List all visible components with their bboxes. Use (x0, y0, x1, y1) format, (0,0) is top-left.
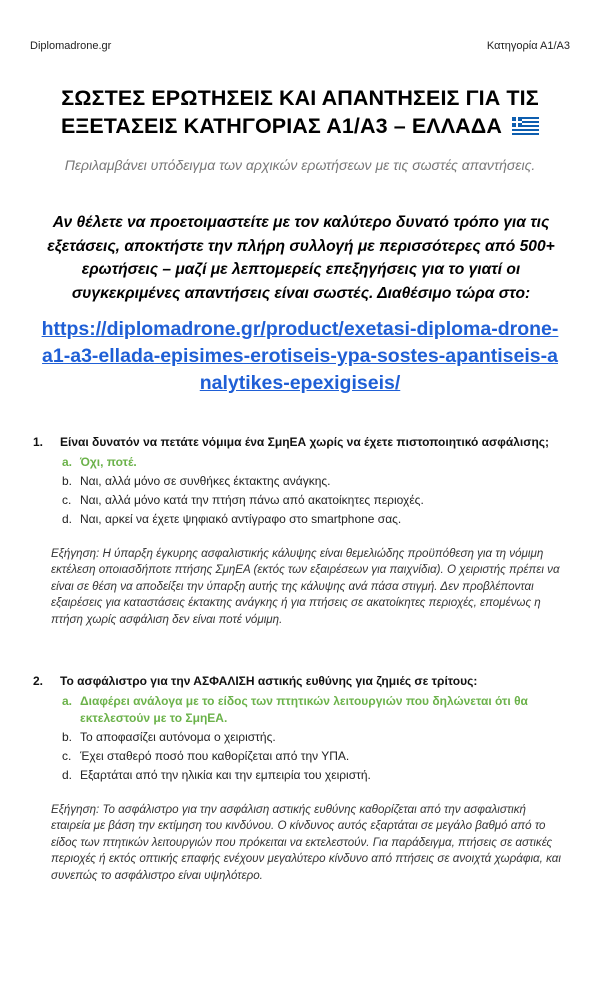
question-text (33, 434, 560, 451)
option-d: d. Ναι, αρκεί να έχετε ψηφιακό αντίγραφο στο smartphone σας. (62, 512, 402, 526)
page-title (20, 84, 580, 142)
options-list (62, 693, 560, 784)
subtitle: Περιλαμβάνει υπόδειγμα των αρχικών ερωτήσεων με τις σωστές απαντήσεις. (64, 157, 536, 173)
page-title-text: ΣΩΣΤΕΣ ΕΡΩΤΗΣΕΙΣ ΚΑΙ ΑΠΑΝΤΗΣΕΙΣ ΓΙΑ ΤΙΣ ΕΞΕΤΑΣΕΙΣ ΚΑΤΗΓΟΡΙΑΣ Α1/Α3 – ΕΛΛΑΔΑ (60, 86, 539, 138)
question-number: 2. (33, 674, 44, 688)
question-2 (0, 673, 600, 884)
explanation: Εξήγηση: Το ασφάλιστρο για την ασφάλιση αστικής ευθύνης καθορίζεται από την ασφαλιστική εταιρεία με βάση την εκτίμηση του κινδύνου. Ο κίνδυνος αυτός εξαρτάται σε μεγάλο βαθμό από το είδος των πτητικών λειτουργιών που πρόκειται να εκτελεστούν. Για παράδειγμα, πτήσεις σε αστικές περιοχές ή εκτός οπτικής επαφής ενέχουν μεγαλύτερο κίνδυνο από πτήσεις σε ανοιχτά χωράφια, και συνεπώς το ασφάλιστρο είναι υψηλότερο. (51, 803, 561, 882)
option-b: b. Το αποφασίζει αυτόνομα ο χειριστής. (62, 730, 276, 744)
options-list (62, 454, 560, 528)
question-text (33, 673, 560, 690)
promo-text: Αν θέλετε να προετοιμαστείτε με τον καλύτερο δυνατό τρόπο για τις εξετάσεις, αποκτήστε την πλήρη συλλογή με περισσότερες από 500+ ερωτήσεις – μαζί με λεπτομερείς επεξηγήσεις για το γιατί οι συγκεκριμένες απαντήσεις είναι σωστές. Διαθέσιμο τώρα στο: (47, 214, 555, 302)
site-name: Diplomadrone.gr (30, 40, 112, 52)
greek-flag-icon (512, 114, 539, 142)
option-c: c. Ναι, αλλά μόνο κατά την πτήση πάνω από ακατοίκητες περιοχές. (62, 493, 424, 507)
option-d: d. Εξαρτάται από την ηλικία και την εμπειρία του χειριστή. (62, 768, 371, 782)
product-link[interactable]: https://diplomadrone.gr/product/exetasi-diploma-drone-a1-a3-ellada-episimes-erotiseis-ypa-sostes-apantiseis-analytikes-epexigiseis/ (41, 318, 559, 394)
option-a-correct: a. Διαφέρει ανάλογα με το είδος των πτητικών λειτουργιών που δηλώνεται ότι θα εκτελεστούν με το ΣμηΕΑ. (62, 694, 528, 725)
option-a-correct: a. Όχι, ποτέ. (62, 455, 137, 469)
question-label: Είναι δυνατόν να πετάτε νόμιμα ένα ΣμηΕΑ χωρίς να έχετε πιστοποιητικό ασφάλισης; (60, 435, 550, 449)
explanation: Εξήγηση: Η ύπαρξη έγκυρης ασφαλιστικής κάλυψης είναι θεμελιώδης προϋπόθεση για τη νόμιμη εκτέλεση οποιασδήποτε πτήσης ΣμηΕΑ (εκτός των εξαιρέσεων για παιχνίδια). Ο χειριστής πρέπει να είναι σε θέση να αποδείξει την ύπαρξη αυτής της κάλυψης ανά πάσα στιγμή. Δεν προβλέπονται εξαιρέσεις για καταστάσεις έκτακτης ανάγκης ή για πτήσεις σε ακατοίκητες περιοχές, επομένως η πτήση χωρίς ασφάλιση δεν είναι ποτέ νόμιμη. (51, 547, 560, 626)
question-1 (0, 434, 600, 628)
option-c: c. Έχει σταθερό ποσό που καθορίζεται από την ΥΠΑ. (62, 749, 350, 763)
category-label: Κατηγορία Α1/Α3 (486, 40, 570, 52)
question-label: Το ασφάλιστρο για την ΑΣΦΑΛΙΣΗ αστικής ευθύνης για ζημιές σε τρίτους: (60, 674, 478, 688)
question-number: 1. (33, 435, 44, 449)
page-header (30, 40, 570, 54)
option-b: b. Ναι, αλλά μόνο σε συνθήκες έκτακτης ανάγκης. (62, 474, 331, 488)
